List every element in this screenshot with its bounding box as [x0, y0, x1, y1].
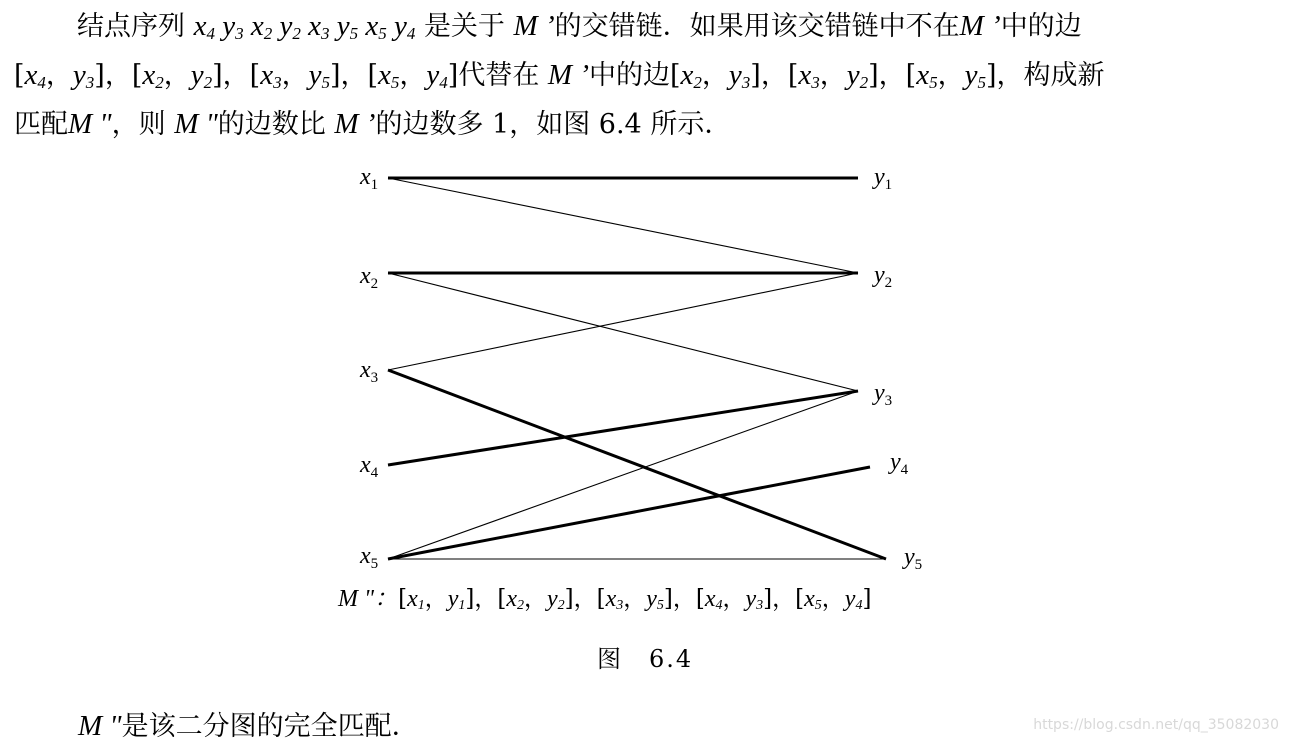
math-m-prime: M ’	[959, 10, 1001, 42]
node-label-x5: $x_5$	[360, 543, 379, 572]
edge-x5-y3	[388, 391, 858, 559]
node-label-y2: $y_2$	[874, 262, 893, 291]
edge-x4-y3	[388, 391, 858, 465]
node-label-y5: $y_5$	[904, 544, 923, 573]
math-m-double: M "	[174, 108, 218, 140]
node-label-x3: $x_3$	[360, 357, 379, 386]
text-segment: 中的边	[589, 60, 670, 91]
text-segment: 的边数多 1，如图 6.4 所示．	[375, 109, 732, 140]
text-segment: 是该二分图的完全匹配．	[121, 711, 419, 742]
edge-x2-y3	[388, 273, 858, 391]
node-label-y4: $y_4$	[890, 449, 909, 478]
edge-x3-y2	[388, 273, 858, 370]
math-m-prime: M ’	[334, 108, 376, 140]
math-m-prime: M ’	[513, 10, 555, 42]
edge-x1-y2	[388, 178, 858, 273]
node-label-y1: $y_1$	[874, 164, 893, 193]
math-m-prime: M ’	[547, 59, 589, 91]
edge-list-removed: [$x_4$，$y_3$]，[$x_2$，$y_2$]，[$x_3$，$y_5$]，[$x_5$，$y_4$]	[14, 59, 459, 92]
text-segment: 代替在	[458, 60, 540, 91]
math-m-double: M "	[68, 108, 112, 140]
edge-x5-y4	[388, 467, 870, 559]
math-m-double: M "：	[338, 586, 399, 612]
node-label-y3: $y_3$	[874, 380, 893, 409]
text-segment: ，构成新	[996, 60, 1105, 91]
math-m-double: M "	[78, 710, 122, 742]
node-label-x4: $x_4$	[360, 452, 379, 481]
watermark: https://blog.csdn.net/qq_35082030	[1033, 717, 1279, 733]
figure-caption: 图 6.4	[597, 645, 694, 673]
text-segment: 的交错链．如果用该交错链中不在	[554, 11, 960, 42]
text-segment: ，则	[111, 109, 166, 140]
text-segment: 结点序列	[77, 11, 185, 42]
node-label-x1: $x_1$	[360, 164, 379, 193]
text-segment: 的边数比	[217, 109, 326, 140]
node-label-x2: $x_2$	[360, 263, 379, 292]
edge-list-added: [$x_2$，$y_3$]，[$x_3$，$y_2$]，[$x_5$，$y_5$]	[670, 59, 997, 92]
paragraph-intro: 结点序列 $x_4$ $y_3$ $x_2$ $y_2$ $x_3$ $y_5$ $x_5$ $y_4$ 是关于 M ’的交错链．如果用该交错链中不在M ’中的边 [$x_4$，$y_3$]，[$x_2$，$y_2$]，[$x_3$，$y_5$]，[$x_5$，$y_4$]代替在 M ’中的边[$x_2$，$y_3$]，[$x_3$，$y_2$]，[$x_5$，$y_5$]，构成新 匹配M "，则 M "的边数比 M ’的边数多 1，如图 6.4 所示．	[14, 10, 1105, 140]
text-segment: 是关于	[423, 11, 505, 42]
text-segment: 中的边	[1000, 11, 1082, 42]
matching-caption	[338, 583, 871, 615]
text-segment: 匹配	[14, 109, 68, 140]
matching-pairs: [$x_1$，$y_1$]，[$x_2$，$y_2$]，[$x_3$，$y_5$]，[$x_4$，$y_3$]，[$x_5$，$y_4$]	[398, 586, 872, 613]
